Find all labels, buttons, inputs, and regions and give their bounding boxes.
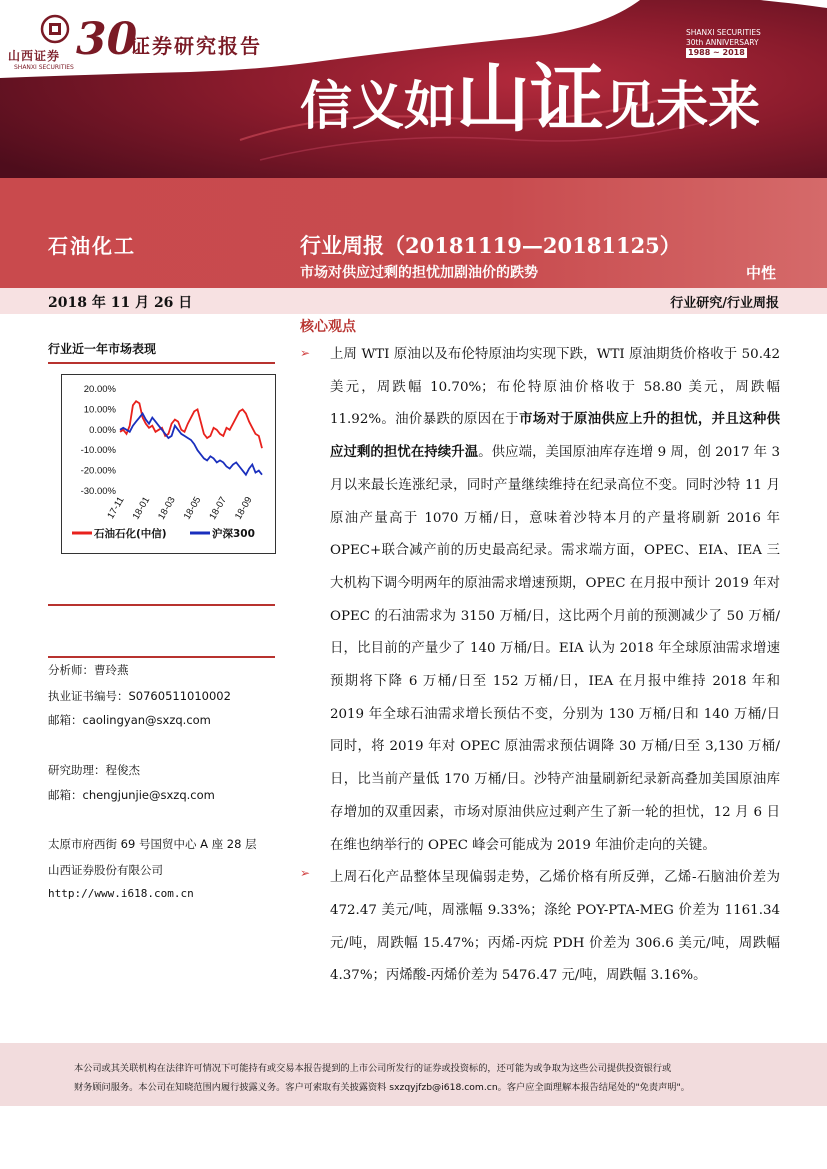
- assistant-name: 研究助理：程俊杰: [48, 763, 140, 777]
- badge-years: 1988 ~ 2018: [688, 48, 745, 57]
- y-tick-label: -30.00%: [80, 486, 116, 497]
- logo-english-name: SHANXI SECURITIES: [14, 64, 74, 71]
- market-chart: [61, 374, 276, 554]
- chart-label: 行业近一年市场表现: [48, 342, 157, 356]
- badge-line: SHANXI SECURITIES: [686, 28, 761, 37]
- y-tick-label: -10.00%: [80, 445, 116, 457]
- bullet-icon: ➢: [300, 346, 311, 360]
- y-tick-label: 0.00%: [89, 424, 116, 436]
- license-number: 执业证书编号：S0760511010002: [48, 689, 231, 703]
- anniversary-badge: [686, 28, 768, 70]
- paragraph-petrochemical: 上周石化产品整体呈现偏弱走势，乙烯价格有所反弹，乙烯-石脑油价差为 472.47 美元/吨，周涨幅 9.33%；涤纶 POY-PTA-MEG 价差为 1161.34 元/吨，周跌幅 15.47%；丙烯-丙烷 PDH 价差为 306.6 美元/吨，周跌幅 4.37%；丙烯酸-丙烯价差为 5476.47 元/吨，周跌幅 3.16%。: [330, 870, 780, 984]
- x-tick-label: 18-03: [156, 495, 178, 522]
- slogan-char: 山: [456, 56, 531, 142]
- analyst-email[interactable]: 邮箱：caolingyan@sxzq.com: [48, 713, 211, 727]
- legend-label: 沪深300: [212, 528, 255, 540]
- legend-label: 石油石化(中信): [94, 528, 167, 540]
- x-tick-label: 18-01: [130, 495, 153, 522]
- y-tick-label: -20.00%: [80, 465, 116, 477]
- company-website[interactable]: http://www.i618.com.cn: [48, 887, 194, 900]
- company-address: 太原市府西街 69 号国贸中心 A 座 28 层: [48, 837, 257, 851]
- report-date: 2018 年 11 月 26 日: [48, 295, 193, 311]
- industry-name: 石油化工: [48, 234, 136, 258]
- badge-line: 30th ANNIVERSARY: [686, 38, 759, 47]
- divider: [48, 656, 275, 658]
- core-view-title: 核心观点: [300, 319, 356, 335]
- paragraph-text: 。供应端，美国原油库存连增 9 周，创 2017 年 3 月以来最长连涨纪录，同时产量继续维持在纪录高位不变。同时沙特 11 月原油产量高于 1070 万桶/日，意味着沙特本月的产量将刷新 2016 年 OPEC+联合减产前的历史最高纪录。需求端方面，OPEC、EIA、IEA 三大机构下调今明两年的原油需求增速预期，OPEC 在月报中预计 2019 年对 OPEC 的石油需求为 3150 万桶/日，这比两个月前的预测减少了 50 万桶/日，比目前的产量少了 140 万桶/日。EIA 认为 2018 年全球原油需求增速预期将下降 6 万桶/日至 152 万桶/日，IEA 在月报中维持 2018 年和 2019 年全球石油需求增长预估不变，分别为 130 万桶/日和 140 万桶/日同时，将 2019 年对 OPEC 原油需求预估调降 30 万桶/日至 3,130 万桶/日，比当前产量低 170 万桶/日。沙特产油量刷新纪录新高叠加美国原油库存增加的双重因素，市场对原油供应过剩产生了新一轮的担忧，12 月 6 日在维也纳举行的 OPEC 峰会可能成为 2019 年油价走向的关键。: [330, 445, 780, 853]
- report-subtitle: 市场对供应过剩的担忧加剧油价的跌势: [300, 265, 538, 281]
- slogan-char: 义: [352, 76, 405, 137]
- rating-badge: 中性: [746, 264, 777, 282]
- y-tick-label: 10.00%: [83, 404, 116, 416]
- disclaimer-line: 本公司或其关联机构在法律许可情况下可能持有或交易本报告提到的上市公司所发行的证券或投资标的，还可能为或争取为这些公司提供投资银行或: [74, 1063, 672, 1074]
- paragraph-oil: [330, 339, 780, 862]
- slogan-char: 如: [404, 76, 457, 137]
- company-name: 山西证券股份有限公司: [48, 863, 163, 877]
- divider: [48, 604, 275, 606]
- series-line: [120, 414, 262, 475]
- report-type: 行业研究/行业周报: [670, 296, 779, 311]
- divider: [48, 362, 275, 364]
- logo-name: 山西证券: [8, 49, 61, 63]
- x-tick-label: 17-11: [105, 495, 127, 521]
- x-tick-label: 18-05: [181, 495, 204, 522]
- anniversary-mark: 30: [76, 14, 138, 65]
- x-tick-label: 18-09: [232, 495, 255, 522]
- y-tick-label: 20.00%: [83, 384, 116, 395]
- slogan-char: 证: [530, 56, 605, 142]
- main-body: [330, 339, 780, 993]
- date-band: [0, 288, 827, 314]
- report-title: 行业周报（20181119—20181125）: [300, 233, 681, 258]
- disclaimer-text: [74, 1059, 764, 1097]
- assistant-email[interactable]: 邮箱：chengjunjie@sxzq.com: [48, 788, 215, 802]
- top-banner: [0, 0, 827, 178]
- x-tick-label: 18-07: [207, 495, 229, 522]
- slogan-char: 见: [604, 76, 657, 137]
- slogan-char: 来: [708, 76, 761, 137]
- disclaimer-line: 财务顾问服务。本公司在知晓范围内履行披露义务。客户可索取有关披露资料 sxzqyjfzb@i618.com.cn。客户应全面理解本报告结尾处的"免责声明"。: [74, 1082, 690, 1093]
- paragraph-emphasis: 市场对于原油供应上升的担忧，并且这种供应过剩的担忧在持续升温: [330, 412, 781, 461]
- bullet-icon: ➢: [300, 866, 311, 880]
- paragraph-text: 上周 WTI 原油以及布伦特原油均实现下跌，WTI 原油期货价格收于 50.42 美元，周跌幅 10.70%；布伦特原油价格收于 58.80 美元，周跌幅 11.92%。油价暴跌的原因在于: [330, 347, 780, 428]
- logo-icon: [40, 14, 70, 48]
- slogan-char: 未: [656, 76, 709, 137]
- title-band: [0, 178, 827, 288]
- analyst-name: 分析师：曹玲燕: [48, 663, 129, 677]
- banner-heading: 证券研究报告: [130, 34, 262, 58]
- chart-canvas: [62, 375, 275, 553]
- slogan-char: 信: [300, 76, 353, 137]
